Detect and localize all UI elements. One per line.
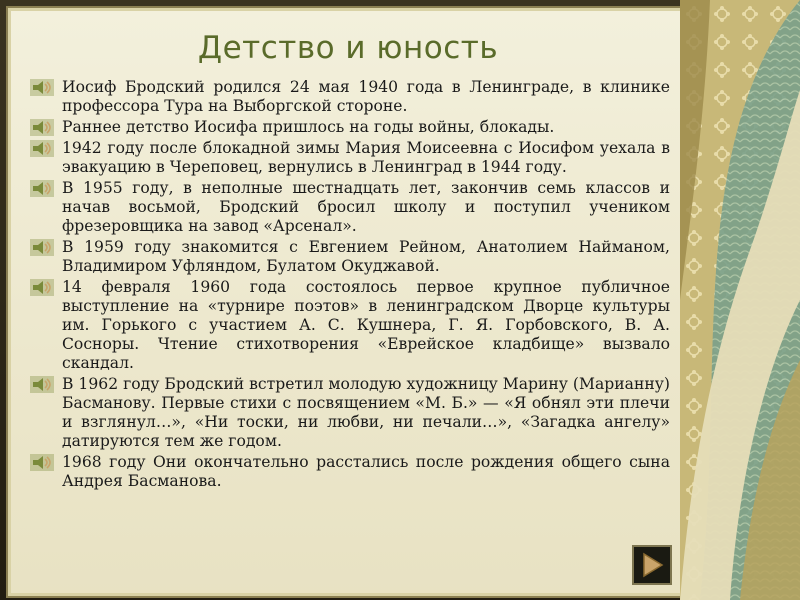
bullet-item [30, 238, 670, 276]
next-slide-button[interactable] [632, 545, 672, 585]
slide-title: Детство и юность [197, 30, 499, 66]
bullet-text: В 1962 году Бродский встретил молодую художницу Марину (Марианну) Басманову. Первые стихи с посвящением «М. Б.» — «Я обнял эти плечи и взглянул…», «Ни тоски, ни любви, ни печали…», «Загадка ангелу» датируются тем же годом. [62, 375, 670, 450]
play-triangle-icon [638, 551, 666, 579]
bullet-item [30, 179, 670, 236]
bullet-text: 14 февраля 1960 года состоялось первое крупное публичное выступление на «турнире поэтов» в ленинградском Дворце культуры им. Горького с участием А. С. Кушнера, Г. Я. Горбовского, В. А. Сосноры. Чтение стихотворения «Еврейское кладбище» вызвало скандал. [62, 278, 670, 372]
bullet-item [30, 375, 670, 451]
bullet-text: В 1955 году, в неполные шестнадцать лет, закончив семь классов и начав восьмой, Бродский бросил школу и поступил учеником фрезеровщика на завод «Арсенал». [62, 179, 670, 235]
bullet-item [30, 139, 670, 177]
speaker-bullet-icon [30, 119, 54, 136]
speaker-bullet-icon [30, 140, 54, 157]
bullet-item [30, 78, 670, 116]
speaker-bullet-icon [30, 454, 54, 471]
bullet-text: 1968 году Они окончательно расстались после рождения общего сына Андрея Басманова. [62, 453, 670, 490]
bullet-item [30, 453, 670, 491]
speaker-bullet-icon [30, 180, 54, 197]
bullet-list [30, 78, 670, 493]
speaker-bullet-icon [30, 376, 54, 393]
bullet-item [30, 118, 670, 137]
bullet-text: Раннее детство Иосифа пришлось на годы войны, блокады. [62, 118, 555, 136]
bullet-text: В 1959 году знакомится с Евгением Рейном, Анатолием Найманом, Владимиром Уфляндом, Булатом Окуджавой. [62, 238, 670, 275]
bullet-text: Иосиф Бродский родился 24 мая 1940 года в Ленинграде, в клинике профессора Тура на Выборгской стороне. [62, 78, 670, 115]
decorative-strip [680, 0, 800, 600]
speaker-bullet-icon [30, 79, 54, 96]
slide-panel [6, 6, 690, 598]
bullet-text: 1942 году после блокадной зимы Мария Моисеевна с Иосифом уехала в эвакуацию в Череповец, вернулись в Ленинград в 1944 году. [62, 139, 670, 176]
speaker-bullet-icon [30, 279, 54, 296]
speaker-bullet-icon [30, 239, 54, 256]
bullet-item [30, 278, 670, 373]
